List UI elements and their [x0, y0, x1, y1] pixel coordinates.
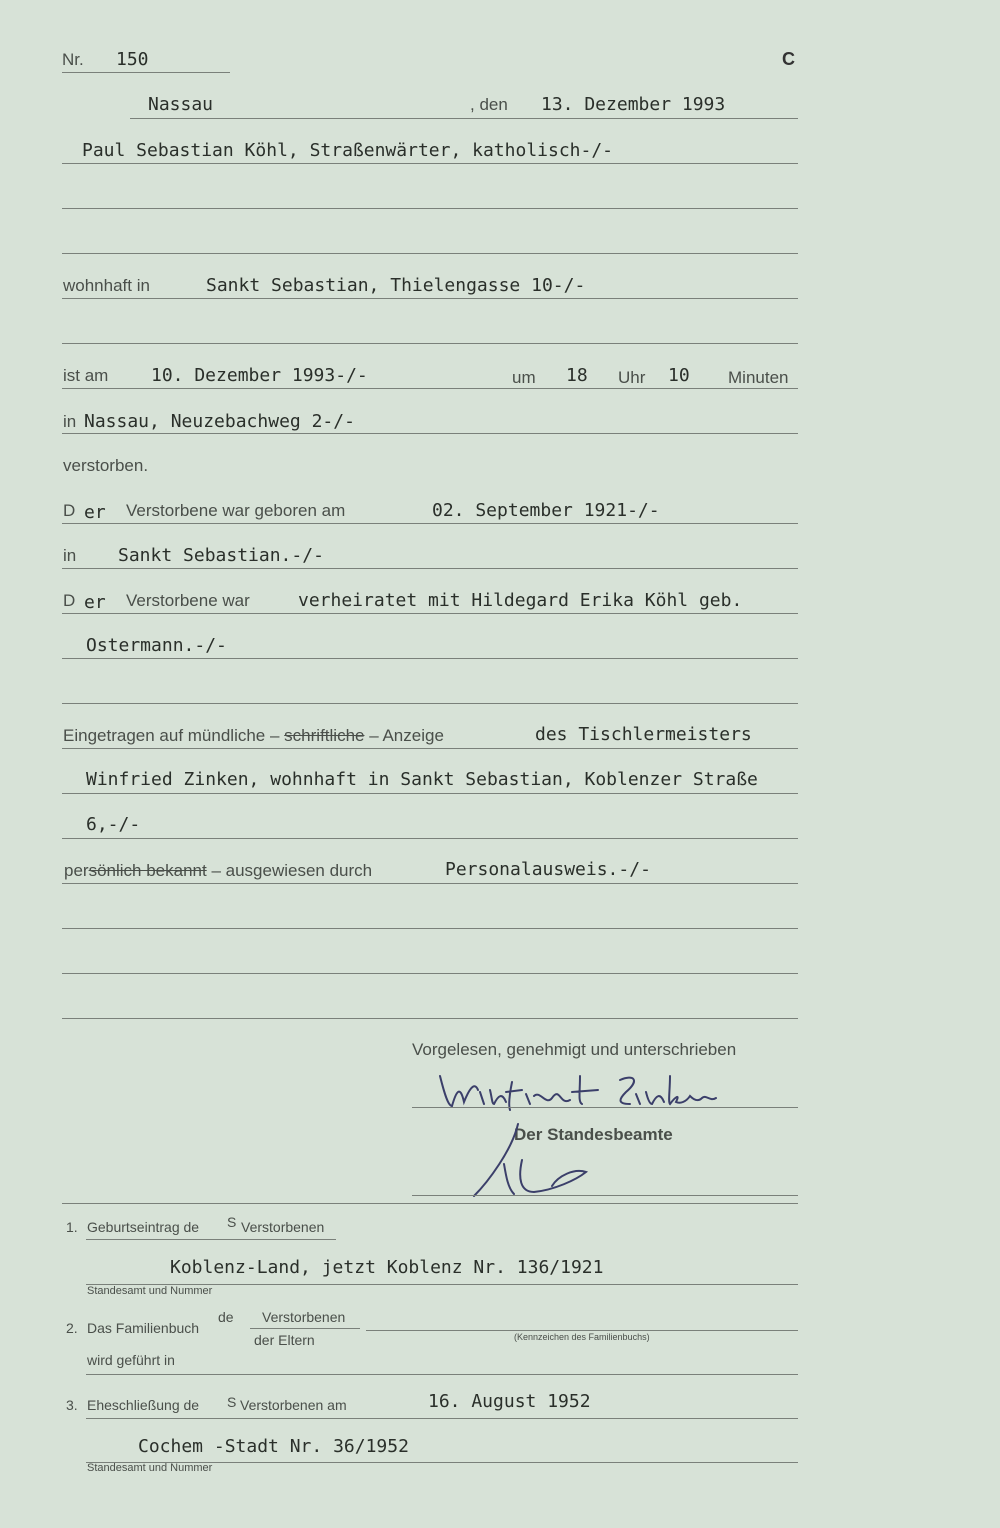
- registration-label: Eingetragen auf mündliche – schriftliche – Anzeige: [63, 726, 444, 745]
- informant-signature: [430, 1062, 730, 1118]
- person-rule-1: [62, 163, 798, 164]
- note3-label2: Verstorbenen am: [240, 1397, 347, 1413]
- death-um-label: um: [512, 368, 536, 387]
- note2-gefuehrt: wird geführt in: [87, 1352, 175, 1368]
- birth-place: Sankt Sebastian.-/-: [118, 545, 324, 566]
- identity-rule-2: [62, 928, 798, 929]
- note1-label-rule: [86, 1239, 336, 1240]
- marital-line2: Ostermann.-/-: [86, 635, 227, 656]
- death-minuten-label: Minuten: [728, 368, 789, 387]
- note2-gefuehrt-rule: [86, 1374, 798, 1375]
- note3-label: Eheschließung de: [87, 1397, 200, 1413]
- note2-kennzeichen: (Kennzeichen des Familienbuchs): [514, 1332, 650, 1342]
- person-rule-2: [62, 208, 798, 209]
- nr-value: 150: [116, 49, 149, 70]
- note3-date-rule: [86, 1418, 798, 1419]
- residence-label: wohnhaft in: [63, 276, 150, 295]
- note2-kennzeichen-rule: [366, 1330, 798, 1331]
- marital-rule-3: [62, 703, 798, 704]
- place-value: Nassau: [148, 94, 214, 115]
- official-signature: [468, 1120, 598, 1200]
- note2-verstorbenen: Verstorbenen: [262, 1309, 346, 1325]
- note1-s: S: [227, 1214, 237, 1230]
- marital-rule-2: [62, 658, 798, 659]
- marital-text-label: Verstorbene war: [126, 591, 250, 610]
- death-date: 10. Dezember 1993-/-: [151, 365, 368, 386]
- death-place-rule: [62, 433, 798, 434]
- official-label: Der Standesbeamte: [514, 1125, 673, 1144]
- note3-sub: Standesamt und Nummer: [87, 1462, 213, 1474]
- note3-s: S: [227, 1394, 237, 1410]
- marital-d-label: D: [63, 591, 76, 610]
- identity-rule-1: [62, 883, 798, 884]
- note1-label2: Verstorbenen: [241, 1219, 325, 1235]
- birth-d-label: D: [63, 501, 76, 520]
- note1-sub: Standesamt und Nummer: [87, 1285, 213, 1297]
- date-value: 13. Dezember 1993: [541, 94, 726, 115]
- identity-rule-4: [62, 1018, 798, 1019]
- note1-number: 1.: [66, 1219, 78, 1235]
- registration-rule-3: [62, 838, 798, 839]
- marital-er-suffix: er: [84, 592, 106, 613]
- note1-label: Geburtseintrag de: [87, 1219, 200, 1235]
- death-time-rule: [62, 388, 798, 389]
- form-letter: C: [782, 49, 795, 69]
- note2-de: de: [218, 1309, 234, 1325]
- read-approved-label: Vorgelesen, genehmigt und unterschrieben: [412, 1040, 737, 1059]
- note2-fraction-rule: [250, 1328, 360, 1329]
- death-in-label: in: [63, 412, 77, 431]
- registration-value-2: Winfried Zinken, wohnhaft in Sankt Sebastian, Koblenzer Straße: [86, 769, 758, 790]
- death-minutes: 10: [668, 365, 690, 386]
- official-signature-rule: [412, 1195, 798, 1196]
- nr-label: Nr.: [62, 50, 84, 69]
- person-line: Paul Sebastian Köhl, Straßenwärter, katholisch-/-: [82, 140, 614, 161]
- registration-value-3: 6,-/-: [86, 814, 141, 835]
- birth-date-rule: [62, 523, 798, 524]
- birth-place-rule: [62, 568, 798, 569]
- residence-value: Sankt Sebastian, Thielengasse 10-/-: [206, 275, 586, 296]
- nr-rule: [62, 72, 230, 73]
- marital-line1: verheiratet mit Hildegard Erika Köhl geb.: [298, 590, 743, 611]
- note2-eltern: der Eltern: [254, 1332, 315, 1348]
- birth-er-suffix: er: [84, 502, 106, 523]
- den-label: , den: [470, 95, 508, 114]
- note3-value: Cochem -Stadt Nr. 36/1952: [138, 1436, 409, 1457]
- notes-separator-rule: [62, 1203, 798, 1204]
- death-hour: 18: [566, 365, 588, 386]
- residence-rule-1: [62, 298, 798, 299]
- note2-label: Das Familienbuch: [87, 1320, 200, 1336]
- marital-rule-1: [62, 613, 798, 614]
- registration-struck-word: schriftliche: [284, 726, 365, 745]
- identity-struck-words: sönlich bekannt: [88, 861, 207, 880]
- place-date-rule: [130, 118, 798, 119]
- death-place: Nassau, Neuzebachweg 2-/-: [84, 411, 355, 432]
- birth-date: 02. September 1921-/-: [432, 500, 660, 521]
- death-ist-am-label: ist am: [63, 366, 109, 385]
- note2-number: 2.: [66, 1320, 78, 1336]
- person-rule-3: [62, 253, 798, 254]
- identity-rule-3: [62, 973, 798, 974]
- note3-date: 16. August 1952: [428, 1391, 591, 1412]
- informant-signature-rule: [412, 1107, 798, 1108]
- birth-in-label: in: [63, 546, 77, 565]
- registration-value-1: des Tischlermeisters: [535, 724, 752, 745]
- note3-number: 3.: [66, 1397, 78, 1413]
- identity-label: persönlich bekannt – ausgewiesen durch: [64, 861, 373, 880]
- identity-value: Personalausweis.-/-: [445, 859, 651, 880]
- birth-text-label: Verstorbene war geboren am: [126, 501, 346, 520]
- death-uhr-label: Uhr: [618, 368, 646, 387]
- registration-rule-1: [62, 748, 798, 749]
- residence-rule-2: [62, 343, 798, 344]
- verstorben-label: verstorben.: [63, 456, 149, 475]
- registration-rule-2: [62, 793, 798, 794]
- note1-value: Koblenz-Land, jetzt Koblenz Nr. 136/1921: [170, 1257, 604, 1278]
